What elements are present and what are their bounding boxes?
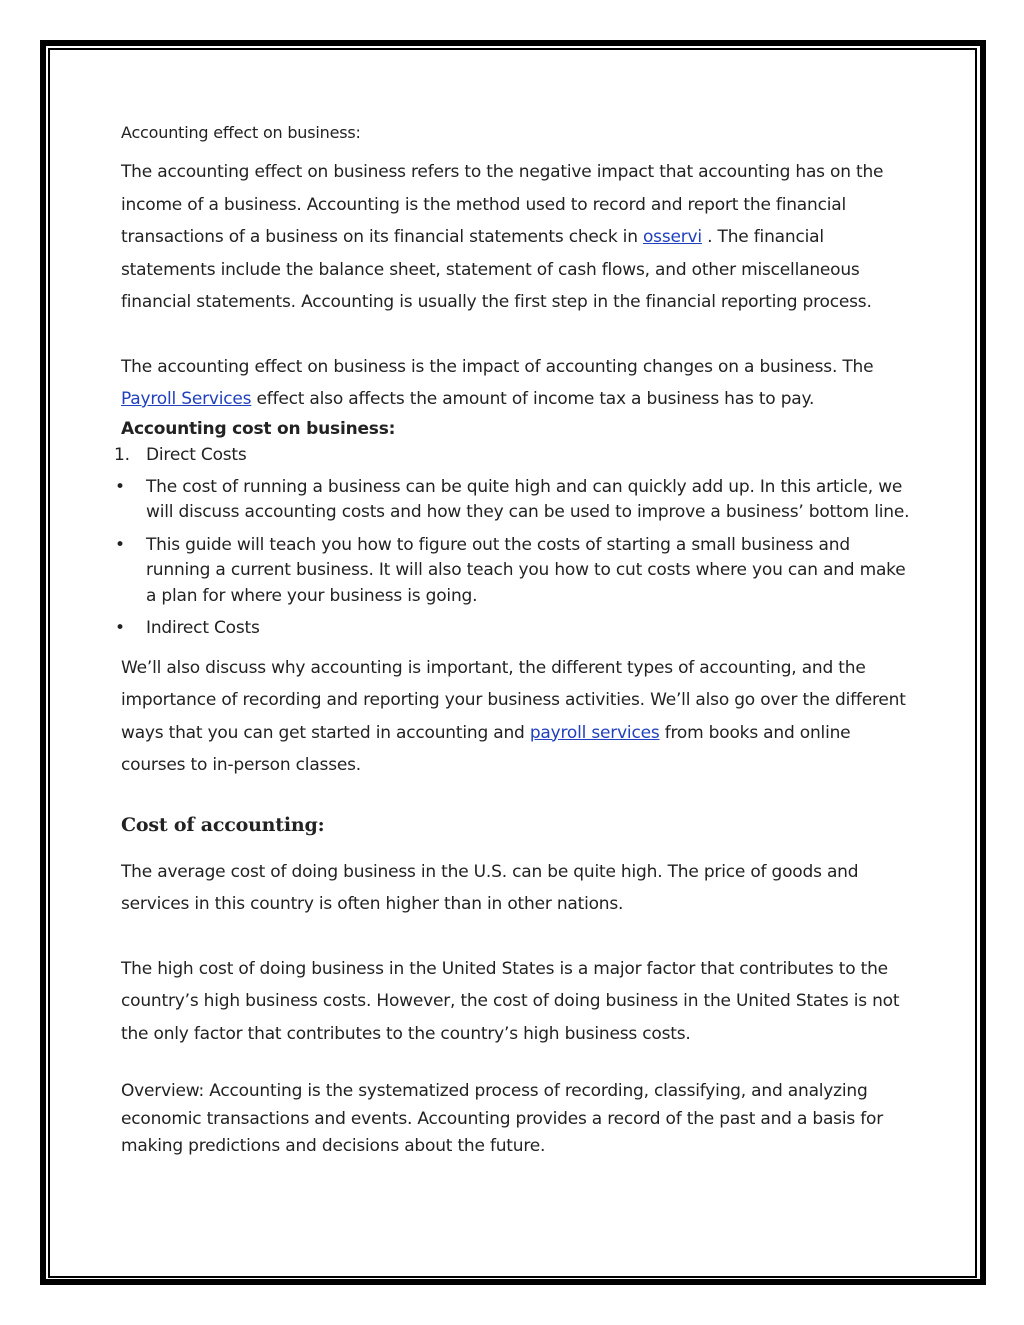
list-item-text: Direct Costs [146,444,247,465]
paragraph-text-a: We’ll also discuss why accounting is important, the different types of accounting, and the importance of recording and reporting your business activities. We’ll also go over the different ways that you can get started in accounting and [121,657,906,743]
section-heading-accounting-cost: Accounting cost on business: [121,418,396,439]
heading-text: Accounting effect on business [121,123,356,142]
paragraph-why-accounting [121,652,911,782]
bullet-marker: • [115,618,125,638]
bullet-marker: • [115,534,125,555]
osservi-link[interactable]: osservi [642,227,702,247]
list-item-text: Indirect Costs [146,618,260,638]
list-item [115,616,911,642]
paragraph-text-b: effect also affects the amount of income tax a business has to pay. [251,389,815,409]
list-item-text: This guide will teach you how to figure out the costs of starting a small business and running a current business. It will also teach you how to cut costs where you can and make a plan for where your business is going. [146,534,906,606]
payroll-services-link-2[interactable]: payroll services [529,722,660,743]
bullet-marker: • [115,476,125,497]
section-heading-accounting-effect [121,120,911,146]
list-item [114,442,911,468]
paragraph-accounting-impact [121,351,911,416]
heading-suffix: : [355,123,361,142]
section-heading-cost-of-accounting: Cost of accounting: [121,813,325,836]
numbered-list [114,442,911,468]
paragraph-text-a: The accounting effect on business refers to the negative impact that accounting has on the income of a business. Accounting is the method used to record and report the financial transactions of a business on its financial statements check in [121,162,884,247]
spacer [121,319,911,351]
paragraph-average-cost: The average cost of doing business in the U.S. can be quite high. The price of goods and services in this country is often higher than in other nations. [121,861,859,914]
spacer [121,921,911,953]
list-item [115,475,911,526]
paragraph-accounting-effect [121,156,911,319]
bullet-list [115,475,911,642]
payroll-services-link[interactable]: Payroll Services [121,389,252,409]
list-item [115,533,911,610]
paragraph-text-b: . The financial statements include the balance sheet, statement of cash flows, and other miscellaneous financial statements. Accounting is usually the first step in the financial reporting process. [121,227,872,312]
paragraph-high-cost: The high cost of doing business in the United States is a major factor that contributes to the country’s high business costs. However, the cost of doing business in the United States is not the only factor that contributes to the country’s high business costs. [121,958,900,1044]
paragraph-text-a: The accounting effect on business is the impact of accounting changes on a business. The [121,356,874,377]
document-body [114,120,911,1161]
list-number: 1. [114,444,130,465]
paragraph-overview: Overview: Accounting is the systematized process of recording, classifying, and analyzing economic transactions and events. Accounting provides a record of the past and a basis for making predictions and decisions about the future. [121,1081,883,1156]
paragraph-text-b: from books and online courses to in-person classes. [121,722,851,775]
list-item-text: The cost of running a business can be quite high and can quickly add up. In this article, we will discuss accounting costs and how they can be used to improve a business’ bottom line. [146,476,910,522]
spacer [121,1050,911,1078]
